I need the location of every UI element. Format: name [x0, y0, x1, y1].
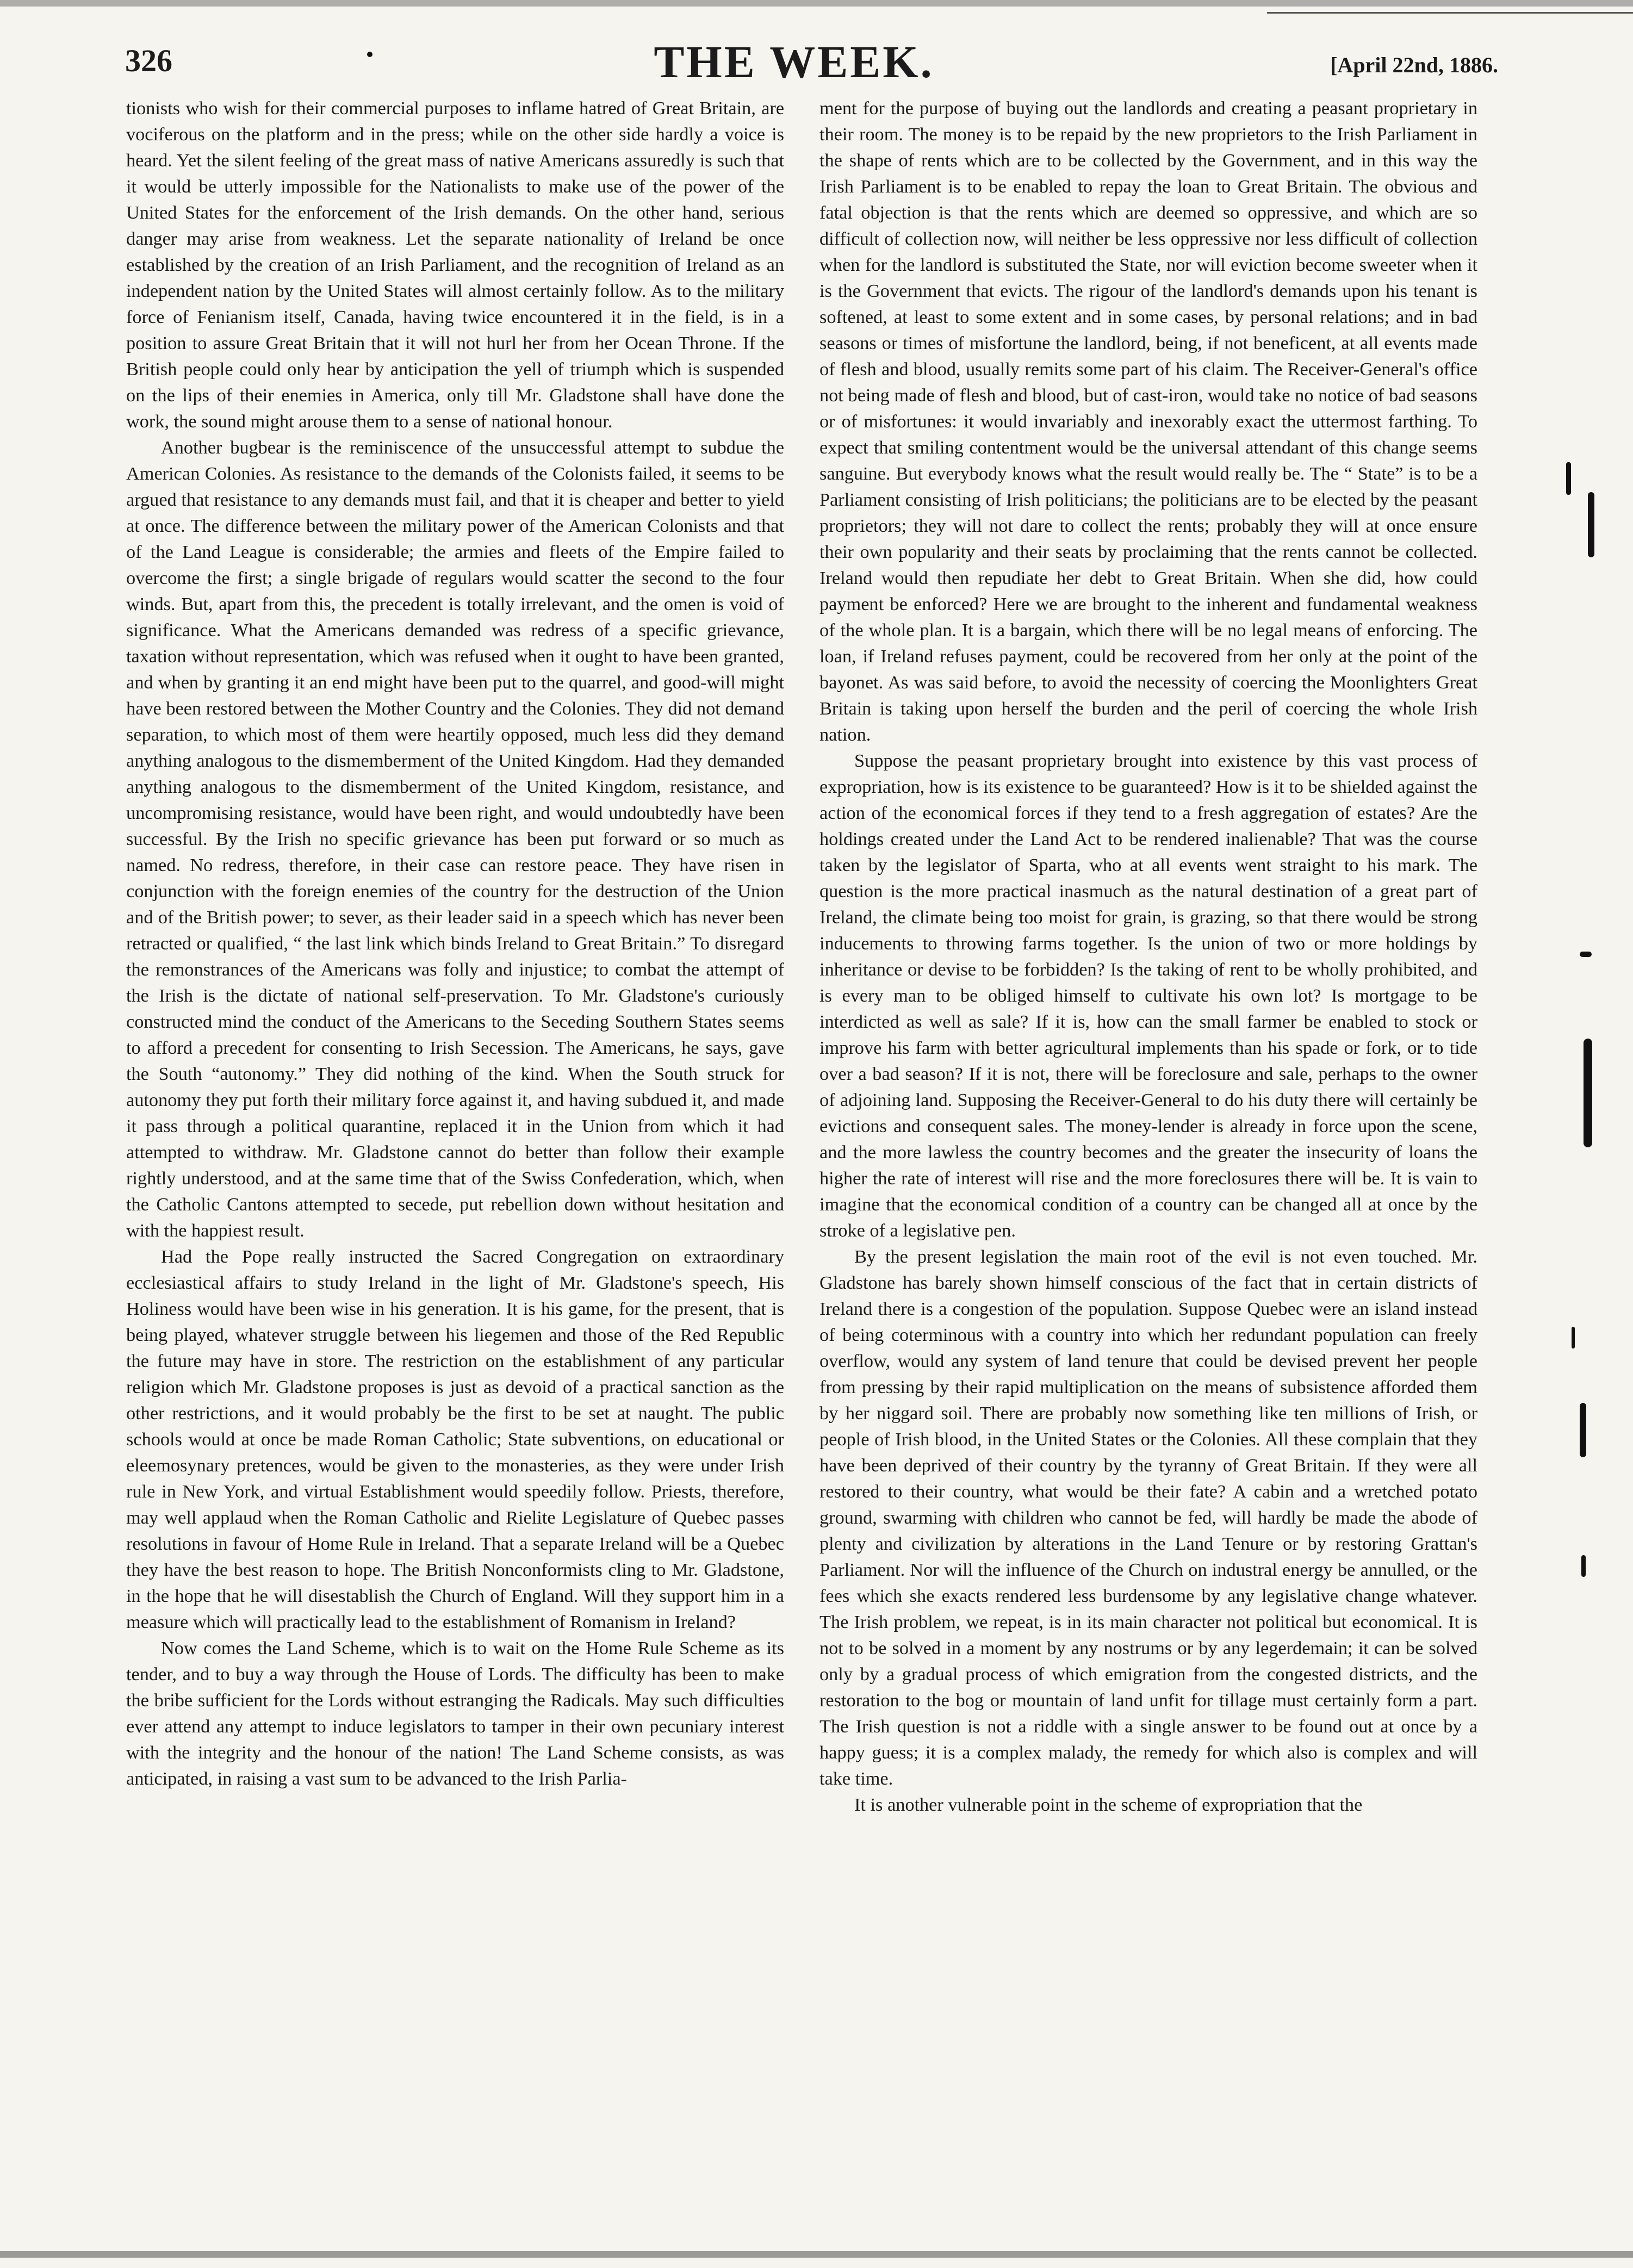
- paragraph: tionists who wish for their commercial purposes to inflame hatred of Great Britain, are vociferous on the platform and in the press; while on the other side hardly a voice is heard. Yet the silent feeling of the great mass of native Americans assuredly is such that it would be utterly impossible for the Nationalists to make use of the power of the United States for the enforcement of the Irish demands. On the other hand, serious danger may arise from weakness. Let the separate nationality of Ireland be once established by the creation of an Irish Parliament, and the recognition of Ireland as an independent nation by the United States will almost certainly follow. As to the military force of Fenianism itself, Canada, having twice encountered it in the field, is in a position to assure Great Britain that it will not hurl her from her Ocean Throne. If the British people could only hear by anticipation the yell of triumph which is suspended on the lips of their enemies in America, only till Mr. Gladstone shall have done the work, the sound might arouse them to a sense of national honour.: [126, 98, 784, 432]
- masthead-title: THE WEEK.: [654, 37, 934, 88]
- header-rule: [1267, 12, 1633, 14]
- paragraph: ment for the purpose of buying out the landlords and creating a peasant proprietary in their room. The money is to be repaid by the new proprietors to the Irish Parliament in the shape of rents which are to be collected by the Government, and in this way the Irish Parliament is to be enabled to repay the loan to Great Britain. The obvious and fatal objection is that the rents which are deemed so oppressive, and which are so difficult of collection now, will neither be less oppressive nor less difficult of collection when for the landlord is substituted the State, nor will eviction become sweeter when it is the Government that evicts. The rigour of the landlord's demands upon his tenant is softened, at least to some extent and in some cases, by personal relations; and in bad seasons or times of misfortune the landlord, being, if not beneficent, at all events made of flesh and blood, usually remits some part of his claim. The Receiver-General's office not being made of flesh and blood, but of cast-iron, would take no notice of bad seasons or of misfortunes: it would invariably and inexorably exact the uttermost farthing. To expect that smiling contentment would be the universal attendant of this change seems sanguine. But everybody knows what the result would really be. The “ State” is to be a Parliament consisting of Irish politicians; the politicians are to be elected by the peasant proprietors; they will not dare to collect the rents; probably they will at once ensure their own popularity and their seats by proclaiming that the rents cannot be collected. Ireland would then repudiate her debt to Great Britain. When she did, how could payment be enforced? Here we are brought to the inherent and fundamental weakness of the whole plan. It is a bargain, which there will be no legal means of enforcing. The loan, if Ireland refuses payment, could be recovered from her only at the point of the bayonet. As was said before, to avoid the necessity of coercing the Moonlighters Great Britain is taking upon herself the burden and the peril of coercing the whole Irish nation.: [819, 98, 1477, 745]
- issue-date: [April 22nd, 1886.: [1330, 53, 1498, 77]
- page-header: [87, 33, 1501, 92]
- paragraph: Suppose the peasant proprietary brought into existence by this vast process of expropriation, how is its existence to be guaranteed? How is it to be shielded against the action of the economical forces if they tend to a fresh aggregation of estates? Are the holdings created under the Land Act to be rendered inalienable? That was the course taken by the legislator of Sparta, who at all events went straight to his mark. The question is the more practical inasmuch as the natural destination of a great part of Ireland, the climate being too moist for grain, is grazing, so that there would be strong inducements to throwing farms together. Is the union of two or more holdings by inheritance or devise to be forbidden? Is the taking of rent to be wholly prohibited, and is every man to be obliged himself to cultivate his own lot? Is mortgage to be interdicted as well as sale? If it is, how can the small farmer be enabled to stock or improve his farm with better agricultural implements than his spade or fork, or to tide over a bad season? If it is not, there will be foreclosure and sale, perhaps to the owner of adjoining land. Supposing the Receiver-General to do his duty there will certainly be evictions and consequent sales. The money-lender is already in force upon the scene, and the more lawless the country becomes and the greater the insecurity of loans the higher the rate of interest will rise and the more foreclosures there will be. It is vain to imagine that the economical condition of a country can be changed all at once by the stroke of a legislative pen.: [819, 750, 1477, 1241]
- paragraph: It is another vulnerable point in the scheme of expropriation that the: [854, 1794, 1363, 1815]
- paragraph: By the present legislation the main root of the evil is not even touched. Mr. Gladstone has barely shown himself conscious of the fact that in certain districts of Ireland there is a congestion of the population. Suppose Quebec were an island instead of being coterminous with a country into which her redundant population can freely overflow, would any system of land tenure that could be devised prevent her people from pressing by their rapid multiplication on the means of subsistence afforded them by her niggard soil. There are probably now something like ten millions of Irish, or people of Irish blood, in the United States or the Colonies. All these complain that they have been deprived of their country by the tyranny of Great Britain. If they were all restored to their country, what would be their fate? A cabin and a wretched potato ground, swarming with children who cannot be fed, will hardly be made the abode of plenty and civilization by alterations in the Land Tenure or by restoring Grattan's Parliament. Nor will the influence of the Church on industral energy be annulled, or the fees which she exacts rendered less burdensome by any legislative change whatever. The Irish problem, we repeat, is in its main character not political but economical. It is not to be solved in a moment by any nostrums or by any legerdemain; it can be solved only by a gradual process of which emigration from the congested districts, and the restoration to the bog or mountain of land unfit for tillage must certainly form a part. The Irish question is not a riddle with a single answer to be found out at once by a happy guess; it is a complex malady, the remedy for which also is complex and will take time.: [819, 1246, 1477, 1789]
- margin-ink-mark: [1588, 492, 1594, 557]
- paragraph: Another bugbear is the reminiscence of the unsuccessful attempt to subdue the American Colonies. As resistance to the demands of the Colonists failed, it seems to be argued that resistance to any demands must fail, and that it is cheaper and better to yield at once. The difference between the military power of the American Colonists and that of the Land League is considerable; the armies and fleets of the Empire failed to overcome the first; a single brigade of regulars would scatter the second to the four winds. But, apart from this, the precedent is totally irrelevant, and the omen is void of significance. What the Americans demanded was redress of a specific grievance, taxation without representation, which was refused when it ought to have been granted, and when by granting it an end might have been put to the quarrel, and good-will might have been restored between the Mother Country and the Colonies. They did not demand separation, to which most of them were heartily opposed, much less did they demand anything analogous to the dismemberment of the United Kingdom. Had they demanded anything analogous to the dismemberment of the United Kingdom, resistance, and uncompromising resistance, would have been right, and would undoubtedly have been successful. By the Irish no specific grievance has been put forward or so much as named. No redress, therefore, in their case can restore peace. They have risen in conjunction with the foreign enemies of the country for the destruction of the Union and of the British power; to sever, as their leader said in a speech which has never been retracted or qualified, “ the last link which binds Ireland to Great Britain.” To disregard the remonstrances of the Americans was folly and injustice; to combat the attempt of the Irish is the dictate of national self-preservation. To Mr. Gladstone's curiously constructed mind the conduct of the Americans to the Seceding Southern States seems to afford a precedent for consenting to Irish Secession. The Americans, he says, gave the South “autonomy.” They did nothing of the kind. When the South struck for autonomy they put forth their military force against it, and having subdued it, and made it pass through a political quarantine, replaced it in the Union from which it had attempted to withdraw. Mr. Gladstone cannot do better than follow their example rightly understood, and at the same time that of the Swiss Confederation, which, when the Catholic Cantons attempted to secede, put rebellion down without hesitation and with the happiest result.: [126, 437, 784, 1241]
- column-right: [819, 95, 1477, 2213]
- scan-bottom-border: [0, 2251, 1633, 2258]
- margin-ink-mark: [1580, 952, 1592, 957]
- paragraph: Now comes the Land Scheme, which is to wait on the Home Rule Scheme as its tender, and to buy a way through the House of Lords. The difficulty has been to make the bribe sufficient for the Lords without estranging the Radicals. May such difficulties ever attend any attempt to induce legislators to tamper in their own pecuniary interest with the integrity and the honour of the nation! The Land Scheme consists, as was anticipated, in raising a vast sum to be advanced to the Irish Parlia-: [126, 1638, 784, 1789]
- column-left: [126, 95, 784, 2213]
- margin-ink-mark: [1584, 1039, 1592, 1147]
- article-body: [126, 95, 1507, 2213]
- page-number: 326: [125, 43, 172, 78]
- margin-ink-mark: [1572, 1327, 1575, 1349]
- scan-top-border: [0, 0, 1633, 7]
- margin-ink-mark: [1566, 462, 1571, 495]
- paragraph: Had the Pope really instructed the Sacred Congregation on extraordinary ecclesiastical affairs to study Ireland in the light of Mr. Gladstone's speech, His Holiness would have been wise in his generation. It is his game, for the present, that is being played, whatever struggle between his liegemen and those of the Red Republic the future may have in store. The restriction on the establishment of any particular religion which Mr. Gladstone proposes is just as devoid of a practical sanction as the other restrictions, and it would probably be the first to be set at naught. The public schools would at once be made Roman Catholic; State subventions, on educational or eleemosynary pretences, would be given to the monasteries, as they were under Irish rule in New York, and virtual Establishment would speedily follow. Priests, therefore, may well applaud when the Roman Catholic and Rielite Legislature of Quebec passes resolutions in favour of Home Rule in Ireland. That a separate Ireland will be a Quebec they have the best reason to hope. The British Nonconformists cling to Mr. Gladstone, in the hope that he will disestablish the Church of England. Will they support him in a measure which will practically lead to the establishment of Romanism in Ireland?: [126, 1246, 784, 1632]
- ink-speck: [367, 52, 372, 57]
- margin-ink-mark: [1581, 1555, 1586, 1577]
- margin-ink-mark: [1580, 1403, 1586, 1457]
